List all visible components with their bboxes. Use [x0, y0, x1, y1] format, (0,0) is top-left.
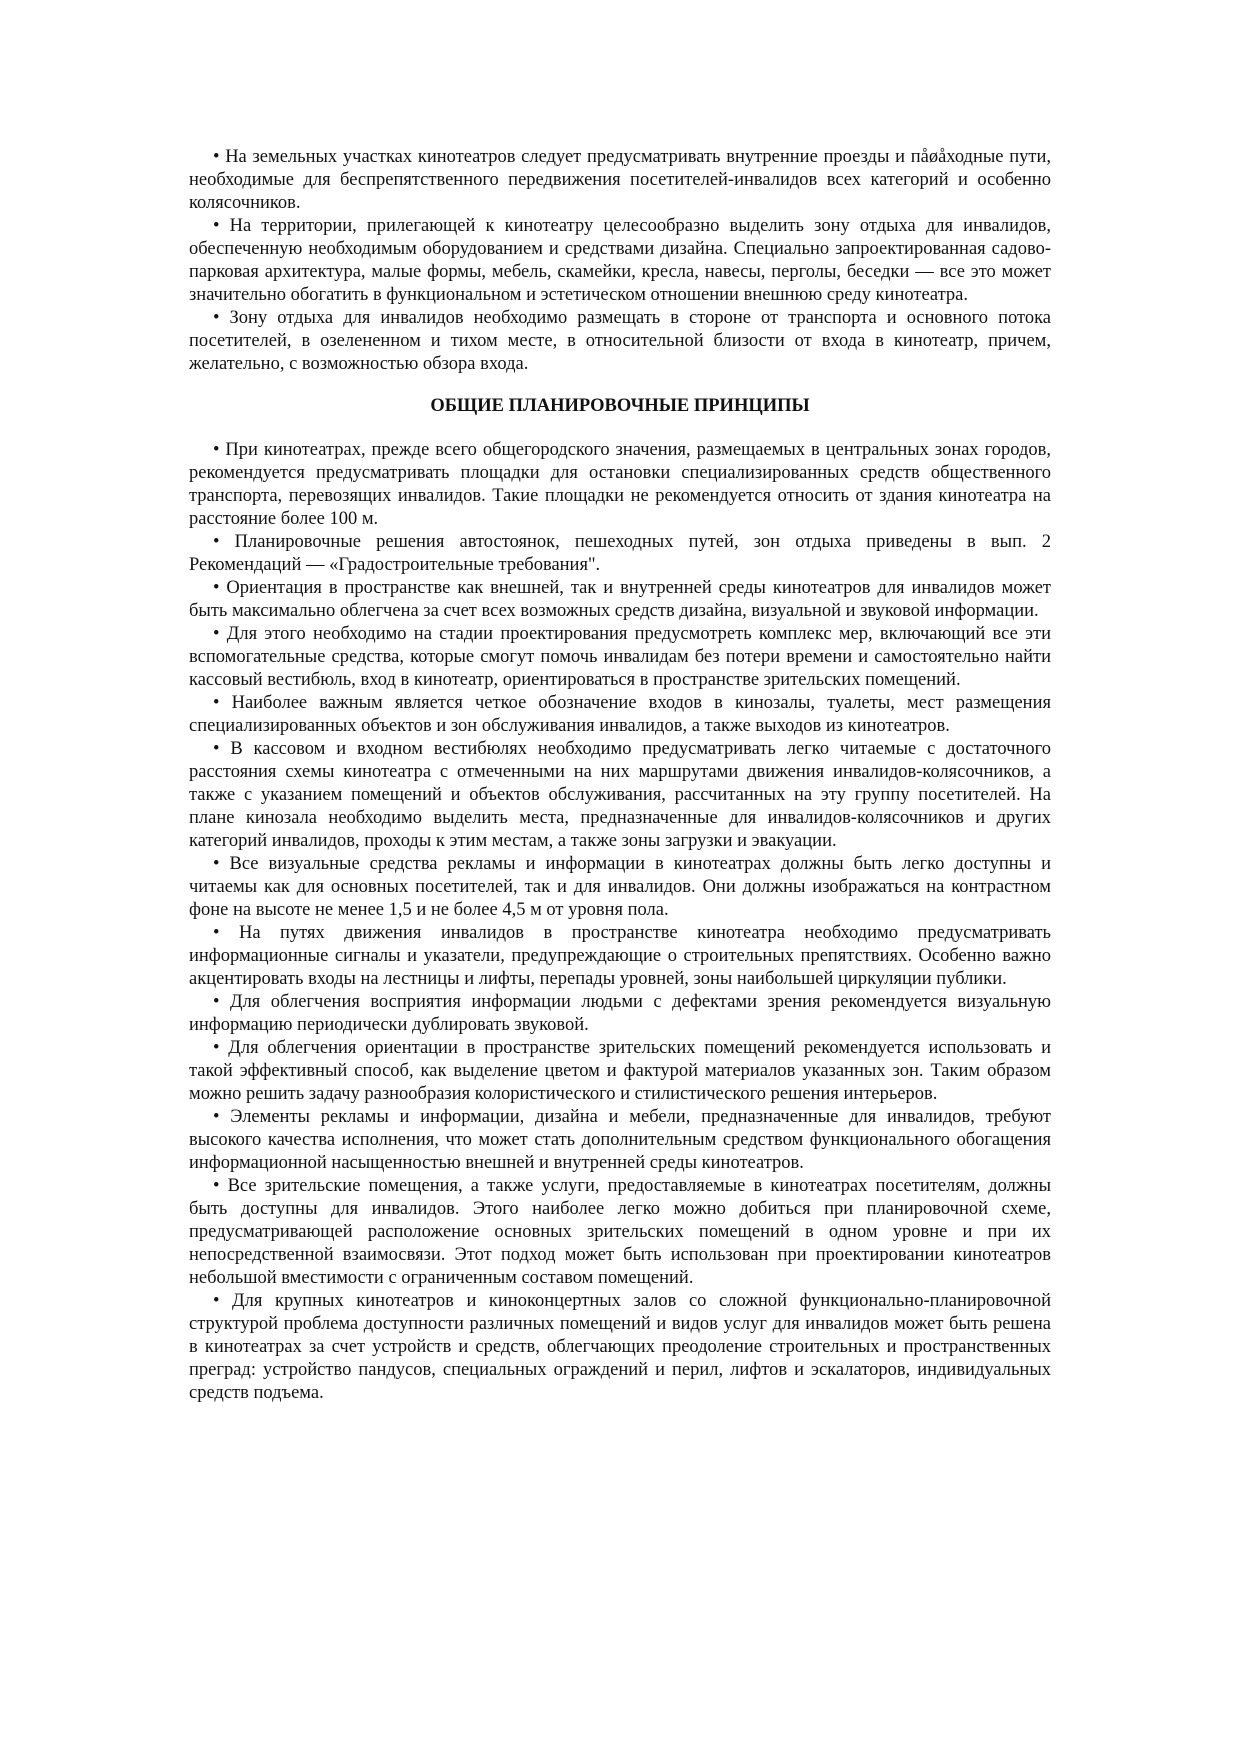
- paragraph: • В кассовом и входном вестибюлях необходимо предусматривать легко читаемые с достаточного расстояния схемы кинотеатра с отмеченными на них маршрутами движения инвалидов-колясочников, а также с указанием помещений и объектов обслуживания, рассчитанных на эту группу посетителей. На плане кинозала необходимо выделить места, предназначенные для инвалидов-колясочников и других категорий инвалидов, проходы к этим местам, а также зоны загрузки и эвакуации.: [189, 739, 1051, 851]
- section-heading: ОБЩИЕ ПЛАНИРОВОЧНЫЕ ПРИНЦИПЫ: [430, 396, 810, 416]
- paragraph: • Для облегчения ориентации в пространстве зрительских помещений рекомендуется использовать и такой эффективный способ, как выделение цветом и фактурой материалов указанных зон. Таким образом можно решить задачу разнообразия колористического и стилистического решения интерьеров.: [189, 1038, 1051, 1104]
- paragraph: • На путях движения инвалидов в пространстве кинотеатра необходимо предусматривать информационные сигналы и указатели, предупреждающие о строительных препятствиях. Особенно важно акцентировать входы на лестницы и лифты, перепады уровней, зоны наибольшей циркуляции публики.: [189, 923, 1051, 989]
- paragraph: • Ориентация в пространстве как внешней, так и внутренней среды кинотеатров для инвалидов может быть максимально облегчена за счет всех возможных средств дизайна, визуальной и звуковой информации.: [189, 578, 1051, 621]
- paragraph: • Зону отдыха для инвалидов необходимо размещать в стороне от транспорта и основного потока посетителей, в озелененном и тихом месте, в относительной близости от входа в кинотеатр, причем, желательно, с возможностью обзора входа.: [189, 308, 1051, 374]
- paragraph: • Все визуальные средства рекламы и информации в кинотеатрах должны быть легко доступны и читаемы как для основных посетителей, так и для инвалидов. Они должны изображаться на контрастном фоне на высоте не менее 1,5 и не более 4,5 м от уровня пола.: [189, 854, 1051, 920]
- paragraph: • На земельных участках кинотеатров следует предусматривать внутренние проезды и пåøåходные пути, необходимые для беспрепятственного передвижения посетителей-инвалидов всех категорий и особенно колясочников.: [189, 147, 1051, 213]
- paragraph: • Для крупных кинотеатров и киноконцертных залов со сложной функционально-планировочной структурой проблема доступности различных помещений и видов услуг для инвалидов может быть решена в кинотеатрах за счет устройств и средств, облегчающих преодоление строительных и пространственных преград: устройство пандусов, специальных ограждений и перил, лифтов и эскалаторов, индивидуальных средств подъема.: [189, 1291, 1051, 1403]
- paragraph: • Наиболее важным является четкое обозначение входов в кинозалы, туалеты, мест размещения специализированных объектов и зон обслуживания инвалидов, а также выходов из кинотеатров.: [189, 693, 1051, 736]
- document-page: [189, 146, 1051, 1405]
- paragraph: • Все зрительские помещения, а также услуги, предоставляемые в кинотеатрах посетителям, должны быть доступны для инвалидов. Этого наиболее легко можно добиться при планировочной схеме, предусматривающей расположение основных зрительских помещений в одном уровне и при их непосредственной взаимосвязи. Этот подход может быть использован при проектировании кинотеатров небольшой вместимости с ограниченным составом помещений.: [189, 1176, 1051, 1288]
- intro-section: [189, 146, 1051, 376]
- paragraph: • Планировочные решения автостоянок, пешеходных путей, зон отдыха приведены в вып. 2 Рекомендаций — «Градостроительные требования".: [189, 532, 1051, 575]
- paragraph: • На территории, прилегающей к кинотеатру целесообразно выделить зону отдыха для инвалидов, обеспеченную необходимым оборудованием и средствами дизайна. Специально запроектированная садово-парковая архитектура, малые формы, мебель, скамейки, кресла, навесы, перголы, беседки — все это может значительно обогатить в функциональном и эстетическом отношении внешнюю среду кинотеатра.: [189, 216, 1051, 305]
- paragraph: • При кинотеатрах, прежде всего общегородского значения, размещаемых в центральных зонах городов, рекомендуется предусматривать площадки для остановки специализированных средств общественного транспорта, перевозящих инвалидов. Такие площадки не рекомендуется относить от здания кинотеатра на расстояние более 100 м.: [189, 440, 1051, 529]
- paragraph: • Элементы рекламы и информации, дизайна и мебели, предназначенные для инвалидов, требуют высокого качества исполнения, что может стать дополнительным средством функционального обогащения информационной насыщенностью внешней и внутренней среды кинотеатров.: [189, 1107, 1051, 1173]
- paragraph: • Для этого необходимо на стадии проектирования предусмотреть комплекс мер, включающий все эти вспомогательные средства, которые смогут помочь инвалидам без потери времени и самостоятельно найти кассовый вестибюль, вход в кинотеатр, ориентироваться в пространстве зрительских помещений.: [189, 624, 1051, 690]
- planning-principles-section: [189, 439, 1051, 1405]
- paragraph: • Для облегчения восприятия информации людьми с дефектами зрения рекомендуется визуальную информацию периодически дублировать звуковой.: [189, 992, 1051, 1035]
